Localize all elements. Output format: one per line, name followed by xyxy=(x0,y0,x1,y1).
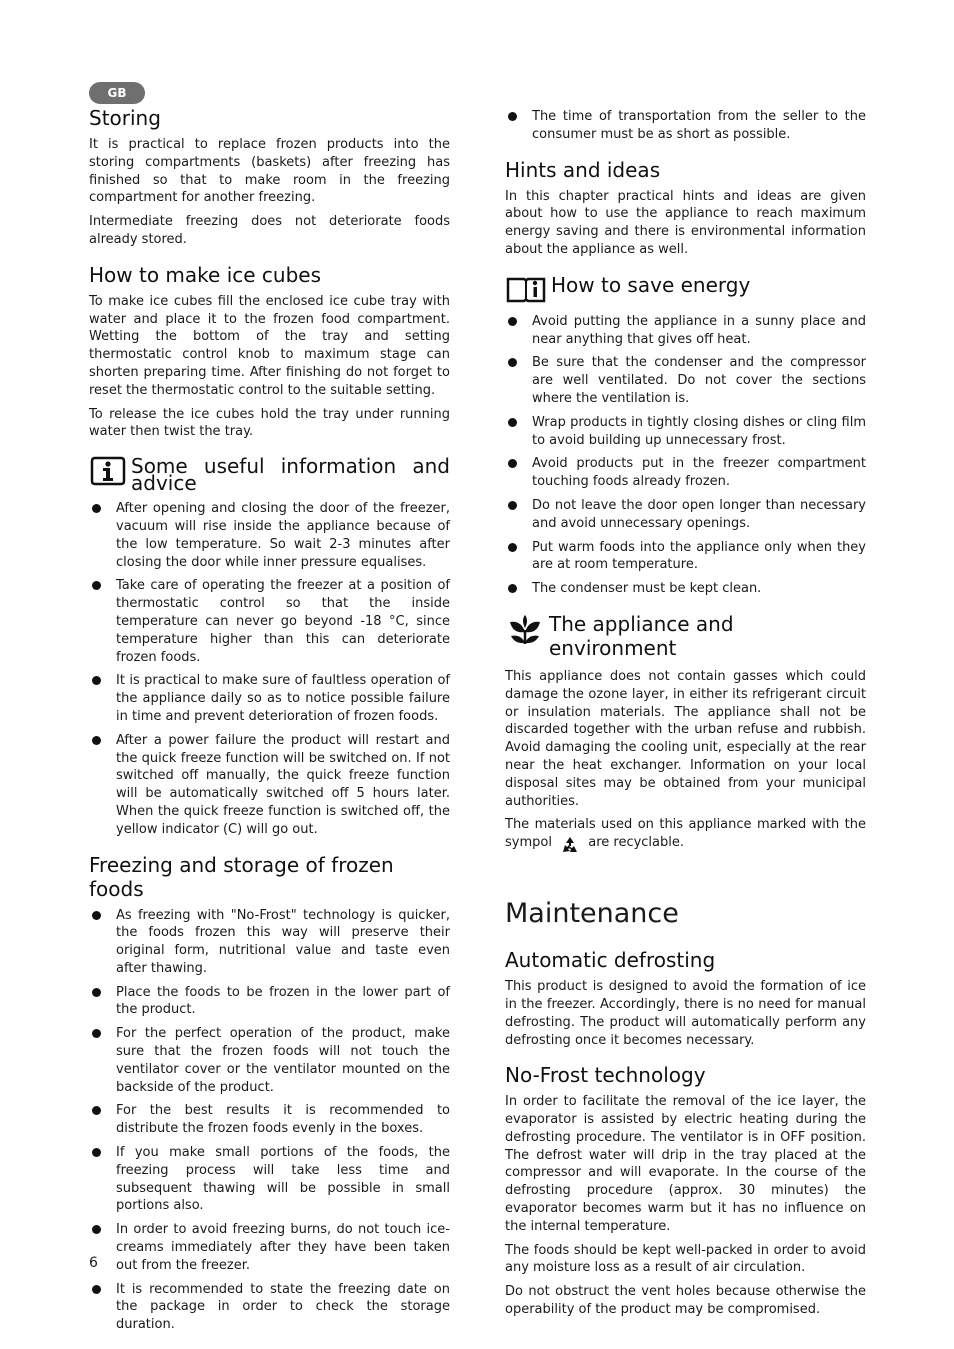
auto-defrost-paragraph: This product is designed to avoid the formation of ice in the freezer. Accordingly, there is no need for manual defrosting. The product will automatically perform any defrosting once it becomes necessary. xyxy=(505,979,866,1048)
useful-info-heading: Some useful information and advice xyxy=(131,454,450,496)
list-item: Do not leave the door open longer than necessary and avoid unnecessary openings. xyxy=(505,497,866,533)
no-frost-section xyxy=(505,1063,866,1319)
storing-paragraph-2: Intermediate freezing does not deteriorate foods already stored. xyxy=(89,214,450,247)
no-frost-heading: No-Frost technology xyxy=(505,1063,706,1088)
useful-info-section xyxy=(89,455,450,838)
list-item: It is recommended to state the freezing date on the package in order to check the storage duration. xyxy=(89,1281,450,1334)
list-item: Put warm foods into the appliance only when they are at room temperature. xyxy=(505,539,866,575)
storing-heading: Storing xyxy=(89,106,161,130)
list-item: Avoid products put in the freezer compartment touching foods already frozen. xyxy=(505,455,866,491)
list-item: As freezing with "No-Frost" technology is quicker, the foods frozen this way will preserve their original form, nutritional value and taste even after thawing. xyxy=(89,907,450,978)
list-item: After a power failure the product will restart and the quick freeze function will be switched on. If not switched off manually, the quick freeze function will be automatically switched off 5 hours later. When the quick freeze function is switched off, the yellow indicator (C) will go out. xyxy=(89,732,450,839)
list-item: It is practical to make sure of faultless operation of the appliance daily so as to notice possible failure in time and prevent deterioration of frozen foods. xyxy=(89,672,450,725)
auto-defrost-heading: Automatic defrosting xyxy=(505,948,716,973)
useful-info-header xyxy=(89,454,450,496)
environment-paragraph-1: This appliance does not contain gasses which could damage the ozone layer, in either its refrigerant circuit or insulation materials. The appliance shall not be discarded together with the urban refuse and rubbish. Avoid damaging the cooling unit, especially at the rear near the heat exchanger. Information on your local disposal sites may be obtained from your municipal authorities. xyxy=(505,668,866,809)
recycle-icon xyxy=(559,834,581,856)
auto-defrost-section xyxy=(505,948,866,1049)
list-item: After opening and closing the door of the freezer, vacuum will rise inside the appliance because of the low temperature. So wait 2-3 minutes after closing the door while inner pressure equalises. xyxy=(89,500,450,571)
environment-header xyxy=(505,612,866,660)
ice-cubes-paragraph-2: To release the ice cubes hold the tray under running water then twist the tray. xyxy=(89,406,450,440)
language-badge xyxy=(89,82,450,104)
storing-paragraph-1: It is practical to replace frozen products into the storing compartments (baskets) after freezing has finished so that to make room in the freezing compartment for another freezing. xyxy=(89,137,450,206)
save-energy-heading: How to save energy xyxy=(551,272,751,297)
left-column xyxy=(89,82,450,1348)
freezing-list xyxy=(89,907,450,1335)
hints-section xyxy=(505,158,866,259)
environment-paragraph-2: The materials used on this appliance marked with the sympol are recyclable. xyxy=(505,816,866,856)
ice-cubes-heading: How to make ice cubes xyxy=(89,262,322,287)
page-number: 6 xyxy=(89,1255,98,1271)
save-energy-section xyxy=(505,273,866,598)
info-icon xyxy=(89,455,127,487)
hints-heading: Hints and ideas xyxy=(505,157,661,182)
freezing-heading: Freezing and storage of frozen foods xyxy=(89,852,394,901)
list-item: Be sure that the condenser and the compressor are well ventilated. Do not cover the sections where the ventilation is. xyxy=(505,354,866,407)
no-frost-paragraph-3: Do not obstruct the vent holes because otherwise the operability of the product may be compromised. xyxy=(505,1284,866,1318)
list-item: For the best results it is recommended to distribute the frozen foods evenly in the boxes. xyxy=(89,1102,450,1138)
freezing-section xyxy=(89,853,450,1335)
environment-heading: The appliance and environment xyxy=(549,611,734,660)
right-column xyxy=(505,108,866,1333)
book-info-icon xyxy=(505,273,547,305)
save-energy-header xyxy=(505,273,866,305)
language-badge-label: GB xyxy=(89,82,145,104)
list-item: The condenser must be kept clean. xyxy=(505,580,866,598)
plant-icon xyxy=(505,612,545,646)
list-item: Avoid putting the appliance in a sunny place and near anything that gives off heat. xyxy=(505,313,866,349)
maintenance-heading: Maintenance xyxy=(505,898,679,930)
list-item: The time of transportation from the seller to the consumer must be as short as possible. xyxy=(505,108,866,144)
save-energy-list xyxy=(505,313,866,598)
list-item: In order to avoid freezing burns, do not touch ice-creams immediately after they have been taken out from the freezer. xyxy=(89,1221,450,1274)
list-item: If you make small portions of the foods, the freezing process will take less time and subsequent thawing will be possible in small portions also. xyxy=(89,1144,450,1215)
ice-cubes-section xyxy=(89,263,450,441)
list-item: Wrap products in tightly closing dishes or cling film to avoid building up unnecessary frost. xyxy=(505,414,866,450)
list-item: Place the foods to be frozen in the lower part of the product. xyxy=(89,984,450,1020)
environment-section xyxy=(505,612,866,856)
hints-paragraph: In this chapter practical hints and ideas are given about how to use the appliance to reach maximum energy saving and there is environmental information about the appliance as well. xyxy=(505,188,866,257)
ice-cubes-paragraph-1: To make ice cubes fill the enclosed ice cube tray with water and place it to the frozen food compartment. Wetting the bottom of the tray and setting thermostatic control knob to maximum stage can shorten preparing time. After finishing do not forget to reset the thermostatic control to the suitable setting. xyxy=(89,293,450,398)
list-item: Take care of operating the freezer at a position of thermostatic control so that the inside temperature can never go beyond -18 °C, since temperature higher than this can deteriorate frozen foods. xyxy=(89,577,450,666)
no-frost-paragraph-1: In order to facilitate the removal of the ice layer, the evaporator is assisted by electric heating during the defrosting procedure. The ventilator is in OFF position. The defrost water will drip in the tray placed at the compressor and will evaporate. In the course of the defrosting procedure (approx. 30 minutes) the evaporator becomes warm but it has no influence on the internal temperature. xyxy=(505,1094,866,1234)
useful-info-list xyxy=(89,500,450,838)
transport-list xyxy=(505,108,866,144)
storing-section xyxy=(89,106,450,249)
list-item: For the perfect operation of the product, make sure that the frozen foods will not touch the ventilator cover or the ventilator mounted on the backside of the product. xyxy=(89,1025,450,1096)
no-frost-paragraph-2: The foods should be kept well-packed in order to avoid any moisture loss as a result of air circulation. xyxy=(505,1242,866,1276)
